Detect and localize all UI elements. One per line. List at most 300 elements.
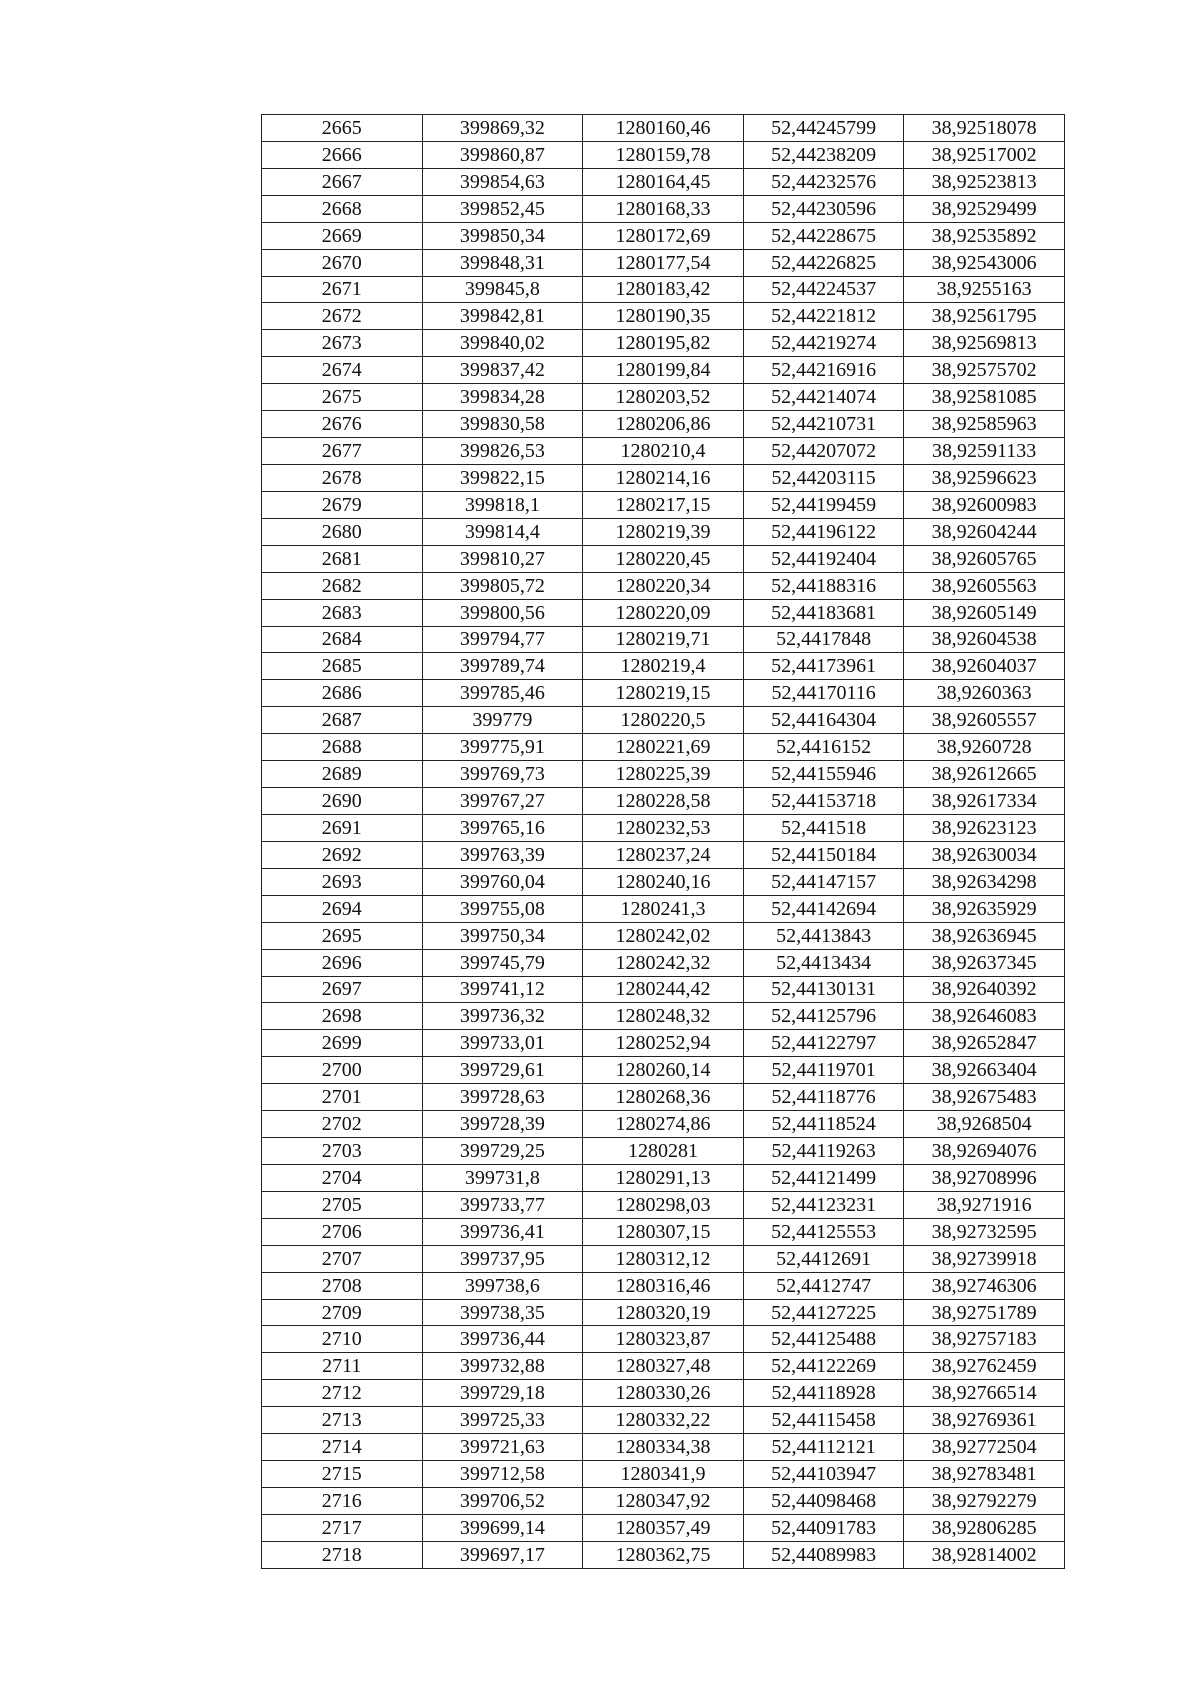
longitude-cell: 38,92575702 [904,357,1065,384]
table-row [262,1218,1065,1245]
longitude-cell: 38,92814002 [904,1541,1065,1568]
point-number-cell: 2704 [262,1164,423,1191]
y-coordinate-cell: 1280172,69 [583,222,744,249]
y-coordinate-cell: 1280327,48 [583,1353,744,1380]
y-coordinate-cell: 1280160,46 [583,115,744,142]
y-coordinate-cell: 1280219,39 [583,518,744,545]
y-coordinate-cell: 1280210,4 [583,438,744,465]
longitude-cell: 38,92652847 [904,1030,1065,1057]
table-row [262,168,1065,195]
x-coordinate-cell: 399760,04 [422,868,583,895]
table-row [262,1541,1065,1568]
point-number-cell: 2689 [262,761,423,788]
longitude-cell: 38,92637345 [904,949,1065,976]
y-coordinate-cell: 1280248,32 [583,1003,744,1030]
table-row [262,1353,1065,1380]
table-row [262,384,1065,411]
x-coordinate-cell: 399834,28 [422,384,583,411]
point-number-cell: 2695 [262,922,423,949]
table-row [262,707,1065,734]
x-coordinate-cell: 399800,56 [422,599,583,626]
x-coordinate-cell: 399712,58 [422,1461,583,1488]
point-number-cell: 2680 [262,518,423,545]
latitude-cell: 52,4416152 [743,734,904,761]
y-coordinate-cell: 1280341,9 [583,1461,744,1488]
table-row [262,1191,1065,1218]
point-number-cell: 2677 [262,438,423,465]
table-row [262,1434,1065,1461]
latitude-cell: 52,44119263 [743,1138,904,1165]
latitude-cell: 52,44188316 [743,572,904,599]
longitude-cell: 38,92617334 [904,788,1065,815]
latitude-cell: 52,44112121 [743,1434,904,1461]
table-row [262,814,1065,841]
y-coordinate-cell: 1280177,54 [583,249,744,276]
x-coordinate-cell: 399789,74 [422,653,583,680]
point-number-cell: 2691 [262,814,423,841]
table-row [262,1272,1065,1299]
x-coordinate-cell: 399845,8 [422,276,583,303]
latitude-cell: 52,44123231 [743,1191,904,1218]
x-coordinate-cell: 399736,41 [422,1218,583,1245]
table-row [262,1138,1065,1165]
table-row [262,1030,1065,1057]
latitude-cell: 52,44118524 [743,1111,904,1138]
x-coordinate-cell: 399767,27 [422,788,583,815]
point-number-cell: 2687 [262,707,423,734]
longitude-cell: 38,9255163 [904,276,1065,303]
y-coordinate-cell: 1280221,69 [583,734,744,761]
y-coordinate-cell: 1280228,58 [583,788,744,815]
point-number-cell: 2708 [262,1272,423,1299]
y-coordinate-cell: 1280219,4 [583,653,744,680]
table-row [262,1003,1065,1030]
y-coordinate-cell: 1280291,13 [583,1164,744,1191]
table-row [262,303,1065,330]
x-coordinate-cell: 399737,95 [422,1245,583,1272]
latitude-cell: 52,44150184 [743,841,904,868]
latitude-cell: 52,44216916 [743,357,904,384]
longitude-cell: 38,92561795 [904,303,1065,330]
x-coordinate-cell: 399869,32 [422,115,583,142]
table-row [262,115,1065,142]
x-coordinate-cell: 399860,87 [422,141,583,168]
table-row [262,680,1065,707]
point-number-cell: 2684 [262,626,423,653]
table-row [262,438,1065,465]
table-row [262,1326,1065,1353]
point-number-cell: 2709 [262,1299,423,1326]
point-number-cell: 2705 [262,1191,423,1218]
table-row [262,922,1065,949]
latitude-cell: 52,44155946 [743,761,904,788]
longitude-cell: 38,92623123 [904,814,1065,841]
longitude-cell: 38,92604037 [904,653,1065,680]
latitude-cell: 52,4413434 [743,949,904,976]
longitude-cell: 38,92769361 [904,1407,1065,1434]
table-row [262,1164,1065,1191]
table-row [262,599,1065,626]
table-row [262,1488,1065,1515]
table-row [262,249,1065,276]
x-coordinate-cell: 399697,17 [422,1541,583,1568]
x-coordinate-cell: 399765,16 [422,814,583,841]
x-coordinate-cell: 399729,18 [422,1380,583,1407]
point-number-cell: 2694 [262,895,423,922]
y-coordinate-cell: 1280260,14 [583,1057,744,1084]
latitude-cell: 52,44125488 [743,1326,904,1353]
table-row [262,411,1065,438]
table-row [262,841,1065,868]
y-coordinate-cell: 1280199,84 [583,357,744,384]
latitude-cell: 52,44125553 [743,1218,904,1245]
point-number-cell: 2710 [262,1326,423,1353]
longitude-cell: 38,9260728 [904,734,1065,761]
longitude-cell: 38,92585963 [904,411,1065,438]
point-number-cell: 2703 [262,1138,423,1165]
x-coordinate-cell: 399785,46 [422,680,583,707]
y-coordinate-cell: 1280320,19 [583,1299,744,1326]
longitude-cell: 38,92543006 [904,249,1065,276]
point-number-cell: 2682 [262,572,423,599]
table-row [262,949,1065,976]
y-coordinate-cell: 1280219,71 [583,626,744,653]
y-coordinate-cell: 1280323,87 [583,1326,744,1353]
x-coordinate-cell: 399699,14 [422,1514,583,1541]
y-coordinate-cell: 1280244,42 [583,976,744,1003]
latitude-cell: 52,44091783 [743,1514,904,1541]
latitude-cell: 52,44121499 [743,1164,904,1191]
latitude-cell: 52,44147157 [743,868,904,895]
y-coordinate-cell: 1280164,45 [583,168,744,195]
x-coordinate-cell: 399814,4 [422,518,583,545]
table-row [262,464,1065,491]
table-row [262,761,1065,788]
point-number-cell: 2707 [262,1245,423,1272]
x-coordinate-cell: 399725,33 [422,1407,583,1434]
longitude-cell: 38,92634298 [904,868,1065,895]
y-coordinate-cell: 1280214,16 [583,464,744,491]
point-number-cell: 2693 [262,868,423,895]
table-row [262,895,1065,922]
point-number-cell: 2697 [262,976,423,1003]
point-number-cell: 2692 [262,841,423,868]
table-row [262,1461,1065,1488]
latitude-cell: 52,44103947 [743,1461,904,1488]
x-coordinate-cell: 399805,72 [422,572,583,599]
y-coordinate-cell: 1280281 [583,1138,744,1165]
y-coordinate-cell: 1280240,16 [583,868,744,895]
latitude-cell: 52,44122797 [743,1030,904,1057]
longitude-cell: 38,92605765 [904,545,1065,572]
longitude-cell: 38,92591133 [904,438,1065,465]
longitude-cell: 38,92529499 [904,195,1065,222]
point-number-cell: 2715 [262,1461,423,1488]
table-row [262,1084,1065,1111]
latitude-cell: 52,44142694 [743,895,904,922]
y-coordinate-cell: 1280334,38 [583,1434,744,1461]
x-coordinate-cell: 399837,42 [422,357,583,384]
point-number-cell: 2701 [262,1084,423,1111]
point-number-cell: 2672 [262,303,423,330]
longitude-cell: 38,92792279 [904,1488,1065,1515]
latitude-cell: 52,4412691 [743,1245,904,1272]
y-coordinate-cell: 1280203,52 [583,384,744,411]
point-number-cell: 2690 [262,788,423,815]
table-row [262,545,1065,572]
y-coordinate-cell: 1280330,26 [583,1380,744,1407]
x-coordinate-cell: 399822,15 [422,464,583,491]
x-coordinate-cell: 399854,63 [422,168,583,195]
x-coordinate-cell: 399769,73 [422,761,583,788]
x-coordinate-cell: 399750,34 [422,922,583,949]
table-row [262,330,1065,357]
longitude-cell: 38,92604538 [904,626,1065,653]
y-coordinate-cell: 1280362,75 [583,1541,744,1568]
point-number-cell: 2718 [262,1541,423,1568]
table-row [262,141,1065,168]
longitude-cell: 38,92766514 [904,1380,1065,1407]
latitude-cell: 52,44224537 [743,276,904,303]
latitude-cell: 52,44119701 [743,1057,904,1084]
longitude-cell: 38,92596623 [904,464,1065,491]
latitude-cell: 52,4412747 [743,1272,904,1299]
longitude-cell: 38,92762459 [904,1353,1065,1380]
x-coordinate-cell: 399826,53 [422,438,583,465]
table-row [262,491,1065,518]
latitude-cell: 52,44115458 [743,1407,904,1434]
table-row [262,195,1065,222]
table-row [262,653,1065,680]
y-coordinate-cell: 1280159,78 [583,141,744,168]
y-coordinate-cell: 1280195,82 [583,330,744,357]
latitude-cell: 52,44170116 [743,680,904,707]
point-number-cell: 2696 [262,949,423,976]
latitude-cell: 52,44230596 [743,195,904,222]
longitude-cell: 38,92746306 [904,1272,1065,1299]
point-number-cell: 2700 [262,1057,423,1084]
point-number-cell: 2716 [262,1488,423,1515]
point-number-cell: 2667 [262,168,423,195]
y-coordinate-cell: 1280220,5 [583,707,744,734]
latitude-cell: 52,44127225 [743,1299,904,1326]
latitude-cell: 52,44207072 [743,438,904,465]
table-row [262,976,1065,1003]
x-coordinate-cell: 399842,81 [422,303,583,330]
x-coordinate-cell: 399729,61 [422,1057,583,1084]
y-coordinate-cell: 1280206,86 [583,411,744,438]
x-coordinate-cell: 399736,32 [422,1003,583,1030]
latitude-cell: 52,44226825 [743,249,904,276]
y-coordinate-cell: 1280298,03 [583,1191,744,1218]
point-number-cell: 2676 [262,411,423,438]
point-number-cell: 2669 [262,222,423,249]
latitude-cell: 52,44098468 [743,1488,904,1515]
table-row [262,1380,1065,1407]
x-coordinate-cell: 399810,27 [422,545,583,572]
latitude-cell: 52,44125796 [743,1003,904,1030]
longitude-cell: 38,92605149 [904,599,1065,626]
latitude-cell: 52,441518 [743,814,904,841]
y-coordinate-cell: 1280225,39 [583,761,744,788]
x-coordinate-cell: 399763,39 [422,841,583,868]
table-row [262,1514,1065,1541]
longitude-cell: 38,92605557 [904,707,1065,734]
y-coordinate-cell: 1280241,3 [583,895,744,922]
table-row [262,276,1065,303]
longitude-cell: 38,92751789 [904,1299,1065,1326]
longitude-cell: 38,92523813 [904,168,1065,195]
x-coordinate-cell: 399755,08 [422,895,583,922]
x-coordinate-cell: 399732,88 [422,1353,583,1380]
x-coordinate-cell: 399728,39 [422,1111,583,1138]
y-coordinate-cell: 1280220,45 [583,545,744,572]
longitude-cell: 38,92636945 [904,922,1065,949]
x-coordinate-cell: 399733,01 [422,1030,583,1057]
point-number-cell: 2668 [262,195,423,222]
longitude-cell: 38,9268504 [904,1111,1065,1138]
latitude-cell: 52,44164304 [743,707,904,734]
table-row [262,626,1065,653]
latitude-cell: 52,44089983 [743,1541,904,1568]
point-number-cell: 2665 [262,115,423,142]
longitude-cell: 38,9260363 [904,680,1065,707]
x-coordinate-cell: 399779 [422,707,583,734]
table-row [262,734,1065,761]
latitude-cell: 52,4413843 [743,922,904,949]
y-coordinate-cell: 1280347,92 [583,1488,744,1515]
longitude-cell: 38,92783481 [904,1461,1065,1488]
y-coordinate-cell: 1280168,33 [583,195,744,222]
latitude-cell: 52,44196122 [743,518,904,545]
point-number-cell: 2686 [262,680,423,707]
point-number-cell: 2706 [262,1218,423,1245]
y-coordinate-cell: 1280190,35 [583,303,744,330]
x-coordinate-cell: 399848,31 [422,249,583,276]
latitude-cell: 52,44219274 [743,330,904,357]
longitude-cell: 38,92518078 [904,115,1065,142]
y-coordinate-cell: 1280237,24 [583,841,744,868]
y-coordinate-cell: 1280252,94 [583,1030,744,1057]
coordinates-table [261,114,1065,1569]
point-number-cell: 2713 [262,1407,423,1434]
point-number-cell: 2674 [262,357,423,384]
table-row [262,788,1065,815]
table-row [262,1299,1065,1326]
y-coordinate-cell: 1280217,15 [583,491,744,518]
point-number-cell: 2702 [262,1111,423,1138]
longitude-cell: 38,92757183 [904,1326,1065,1353]
x-coordinate-cell: 399852,45 [422,195,583,222]
latitude-cell: 52,4417848 [743,626,904,653]
latitude-cell: 52,44221812 [743,303,904,330]
longitude-cell: 38,92604244 [904,518,1065,545]
longitude-cell: 38,92739918 [904,1245,1065,1272]
point-number-cell: 2712 [262,1380,423,1407]
longitude-cell: 38,92646083 [904,1003,1065,1030]
longitude-cell: 38,9271916 [904,1191,1065,1218]
y-coordinate-cell: 1280232,53 [583,814,744,841]
x-coordinate-cell: 399738,35 [422,1299,583,1326]
x-coordinate-cell: 399738,6 [422,1272,583,1299]
x-coordinate-cell: 399731,8 [422,1164,583,1191]
y-coordinate-cell: 1280219,15 [583,680,744,707]
longitude-cell: 38,92663404 [904,1057,1065,1084]
x-coordinate-cell: 399728,63 [422,1084,583,1111]
latitude-cell: 52,44199459 [743,491,904,518]
y-coordinate-cell: 1280274,86 [583,1111,744,1138]
point-number-cell: 2673 [262,330,423,357]
x-coordinate-cell: 399745,79 [422,949,583,976]
longitude-cell: 38,92772504 [904,1434,1065,1461]
x-coordinate-cell: 399850,34 [422,222,583,249]
y-coordinate-cell: 1280242,32 [583,949,744,976]
longitude-cell: 38,92630034 [904,841,1065,868]
table-row [262,222,1065,249]
point-number-cell: 2679 [262,491,423,518]
point-number-cell: 2717 [262,1514,423,1541]
latitude-cell: 52,44203115 [743,464,904,491]
table-row [262,357,1065,384]
latitude-cell: 52,44118776 [743,1084,904,1111]
longitude-cell: 38,92605563 [904,572,1065,599]
y-coordinate-cell: 1280312,12 [583,1245,744,1272]
point-number-cell: 2714 [262,1434,423,1461]
x-coordinate-cell: 399736,44 [422,1326,583,1353]
longitude-cell: 38,92535892 [904,222,1065,249]
x-coordinate-cell: 399741,12 [422,976,583,1003]
point-number-cell: 2670 [262,249,423,276]
table-row [262,1111,1065,1138]
longitude-cell: 38,92694076 [904,1138,1065,1165]
point-number-cell: 2683 [262,599,423,626]
y-coordinate-cell: 1280242,02 [583,922,744,949]
x-coordinate-cell: 399775,91 [422,734,583,761]
latitude-cell: 52,44210731 [743,411,904,438]
latitude-cell: 52,44238209 [743,141,904,168]
point-number-cell: 2681 [262,545,423,572]
coordinates-table-body [262,115,1065,1569]
longitude-cell: 38,92675483 [904,1084,1065,1111]
y-coordinate-cell: 1280332,22 [583,1407,744,1434]
table-row [262,1245,1065,1272]
point-number-cell: 2685 [262,653,423,680]
x-coordinate-cell: 399840,02 [422,330,583,357]
point-number-cell: 2698 [262,1003,423,1030]
longitude-cell: 38,92635929 [904,895,1065,922]
latitude-cell: 52,44153718 [743,788,904,815]
latitude-cell: 52,44122269 [743,1353,904,1380]
y-coordinate-cell: 1280183,42 [583,276,744,303]
longitude-cell: 38,92517002 [904,141,1065,168]
x-coordinate-cell: 399706,52 [422,1488,583,1515]
x-coordinate-cell: 399721,63 [422,1434,583,1461]
longitude-cell: 38,92708996 [904,1164,1065,1191]
point-number-cell: 2711 [262,1353,423,1380]
y-coordinate-cell: 1280220,34 [583,572,744,599]
table-row [262,572,1065,599]
x-coordinate-cell: 399818,1 [422,491,583,518]
latitude-cell: 52,44245799 [743,115,904,142]
y-coordinate-cell: 1280307,15 [583,1218,744,1245]
latitude-cell: 52,44214074 [743,384,904,411]
longitude-cell: 38,92640392 [904,976,1065,1003]
latitude-cell: 52,44232576 [743,168,904,195]
latitude-cell: 52,44183681 [743,599,904,626]
y-coordinate-cell: 1280268,36 [583,1084,744,1111]
longitude-cell: 38,92581085 [904,384,1065,411]
longitude-cell: 38,92569813 [904,330,1065,357]
